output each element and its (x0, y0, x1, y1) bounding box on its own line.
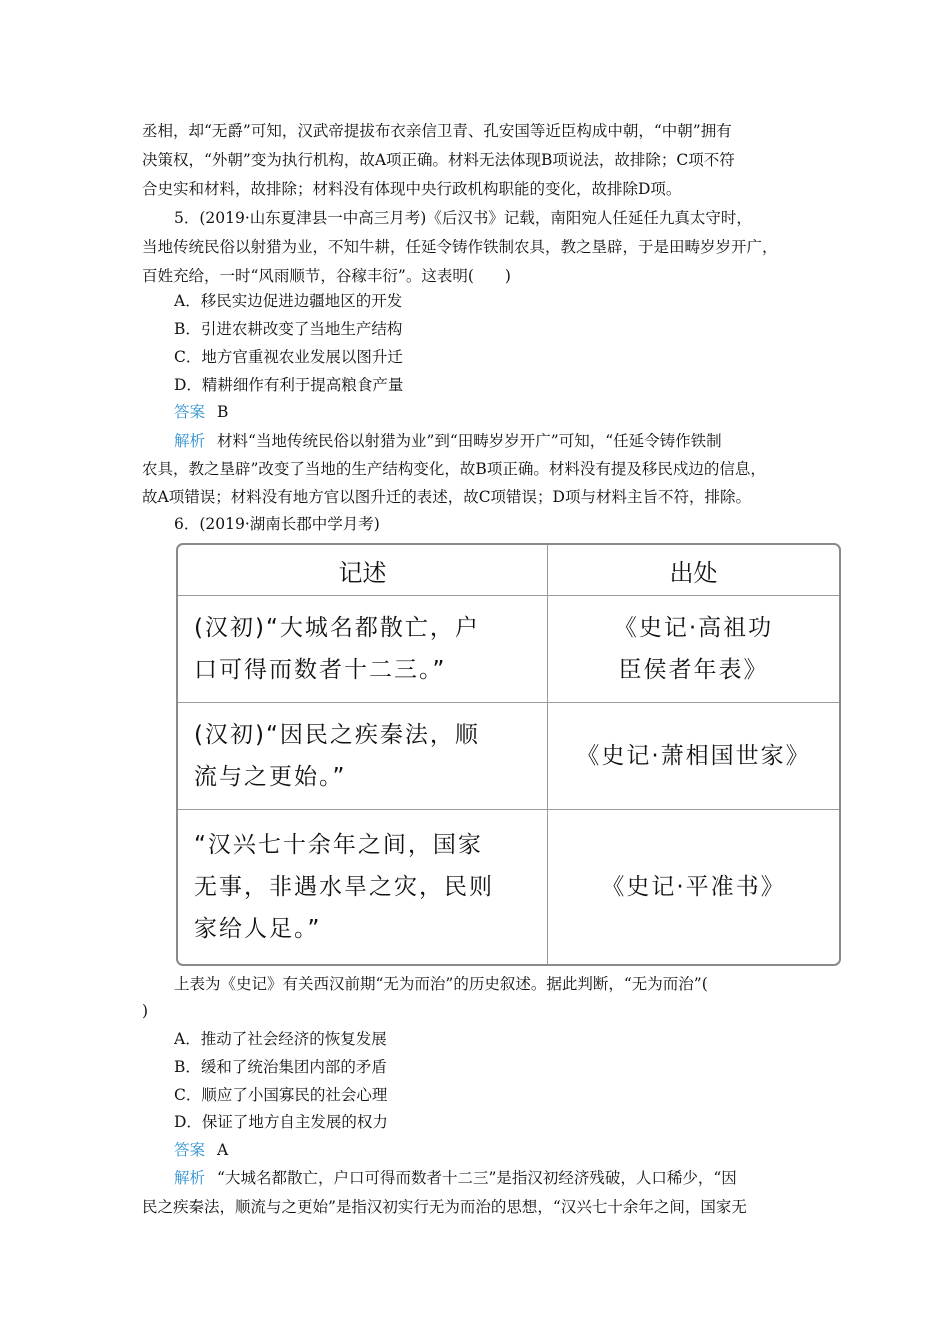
source-text: 《史记·高祖功 (613, 615, 774, 641)
record-cell (178, 810, 548, 964)
q5-option-a: A．移民实边促进边疆地区的开发 (174, 292, 403, 310)
source-cell (548, 703, 839, 810)
q6-option-a: A．推动了社会经济的恢复发展 (174, 1030, 387, 1048)
q5-analysis-line (174, 427, 824, 455)
source-text: 《史记·萧相国世家》 (576, 743, 811, 769)
q6-stem-line: 上表为《史记》有关西汉前期“无为而治”的历史叙述。据此判断，“无为而治”( (174, 975, 708, 993)
source-cell (548, 810, 839, 964)
q6-analysis-line (174, 1164, 824, 1192)
record-text: “汉兴七十余年之间，国家 (194, 832, 483, 858)
q6-stem-line: ) (142, 1002, 149, 1020)
record-text: 无事，非遇水旱之灾，民则 (194, 874, 494, 900)
analysis-label: 解析 (174, 432, 206, 450)
q5-analysis-line: 故A项错误；材料没有地方官以图升迁的表述，故C项错误；D项与材料主旨不符，排除。 (142, 488, 751, 506)
source-table (176, 543, 841, 966)
analysis-label: 解析 (174, 1169, 206, 1187)
q6-header: 6．(2019·湖南长郡中学月考) (174, 515, 380, 533)
q5-stem-line: 5．(2019·山东夏津县一中高三月考)《后汉书》记载，南阳宛人任延任九真太守时， (174, 209, 752, 227)
q6-option-b: B．缓和了统治集团内部的矛盾 (174, 1058, 387, 1076)
record-text: 家给人足。” (194, 916, 322, 942)
q6-option-d: D．保证了地方自主发展的权力 (174, 1113, 388, 1131)
record-text: 口可得而数者十二三。” (194, 657, 447, 683)
col-header-source: 出处 (548, 545, 839, 596)
record-text: 流与之更始。” (194, 764, 347, 790)
record-cell (178, 703, 548, 810)
intro-line: 合史实和材料，故排除；材料没有体现中央行政机构职能的变化，故排除D项。 (142, 180, 682, 198)
q5-analysis-line: 农具，教之垦辟”改变了当地的生产结构变化，故B项正确。材料没有提及移民戍边的信息， (142, 460, 766, 478)
q6-analysis-line: 民之疾秦法，顺流与之更始”是指汉初实行无为而治的思想，“汉兴七十余年之间，国家无 (142, 1198, 747, 1216)
answer-label: 答案 (174, 1141, 206, 1159)
analysis-text: 材料“当地传统民俗以射猎为业”到“田畴岁岁开广”可知，“任延令铸作铁制 (217, 432, 722, 450)
intro-line: 丞相，却“无爵”可知，汉武帝提拔布衣亲信卫青、孔安国等近臣构成中朝，“中朝”拥有 (142, 122, 732, 140)
record-text: (汉初)“大城名都散亡，户 (194, 615, 480, 641)
answer-value: A (217, 1141, 229, 1159)
q5-option-b: B．引进农耕改变了当地生产结构 (174, 320, 403, 338)
table-row (178, 810, 839, 964)
record-text: (汉初)“因民之疾秦法，顺 (194, 722, 480, 748)
q5-stem-line: 当地传统民俗以射猎为业，不知牛耕，任延令铸作铁制农具，教之垦辟，于是田畴岁岁开广， (142, 238, 778, 256)
table-row (178, 596, 839, 703)
table-row (178, 703, 839, 810)
analysis-text: “大城名都散亡，户口可得而数者十二三”是指汉初经济残破，人口稀少，“因 (217, 1169, 737, 1187)
q6-option-c: C．顺应了小国寡民的社会心理 (174, 1086, 388, 1104)
source-text: 臣侯者年表》 (618, 657, 769, 683)
q5-answer (174, 398, 824, 426)
q5-option-c: C．地方官重视农业发展以图升迁 (174, 348, 403, 366)
table-header-row (178, 545, 839, 596)
col-header-record: 记述 (178, 545, 548, 596)
q6-answer (174, 1136, 824, 1164)
record-cell (178, 596, 548, 703)
answer-value: B (217, 403, 229, 421)
intro-line: 决策权，“外朝”变为执行机构，故A项正确。材料无法体现B项说法，故排除；C项不符 (142, 151, 735, 169)
q5-stem-line: 百姓充给，一时“风雨顺节，谷稼丰衍”。这表明( ) (142, 267, 511, 285)
source-text: 《史记·平准书》 (601, 874, 786, 900)
q5-option-d: D．精耕细作有利于提高粮食产量 (174, 376, 404, 394)
answer-label: 答案 (174, 403, 206, 421)
source-cell (548, 596, 839, 703)
